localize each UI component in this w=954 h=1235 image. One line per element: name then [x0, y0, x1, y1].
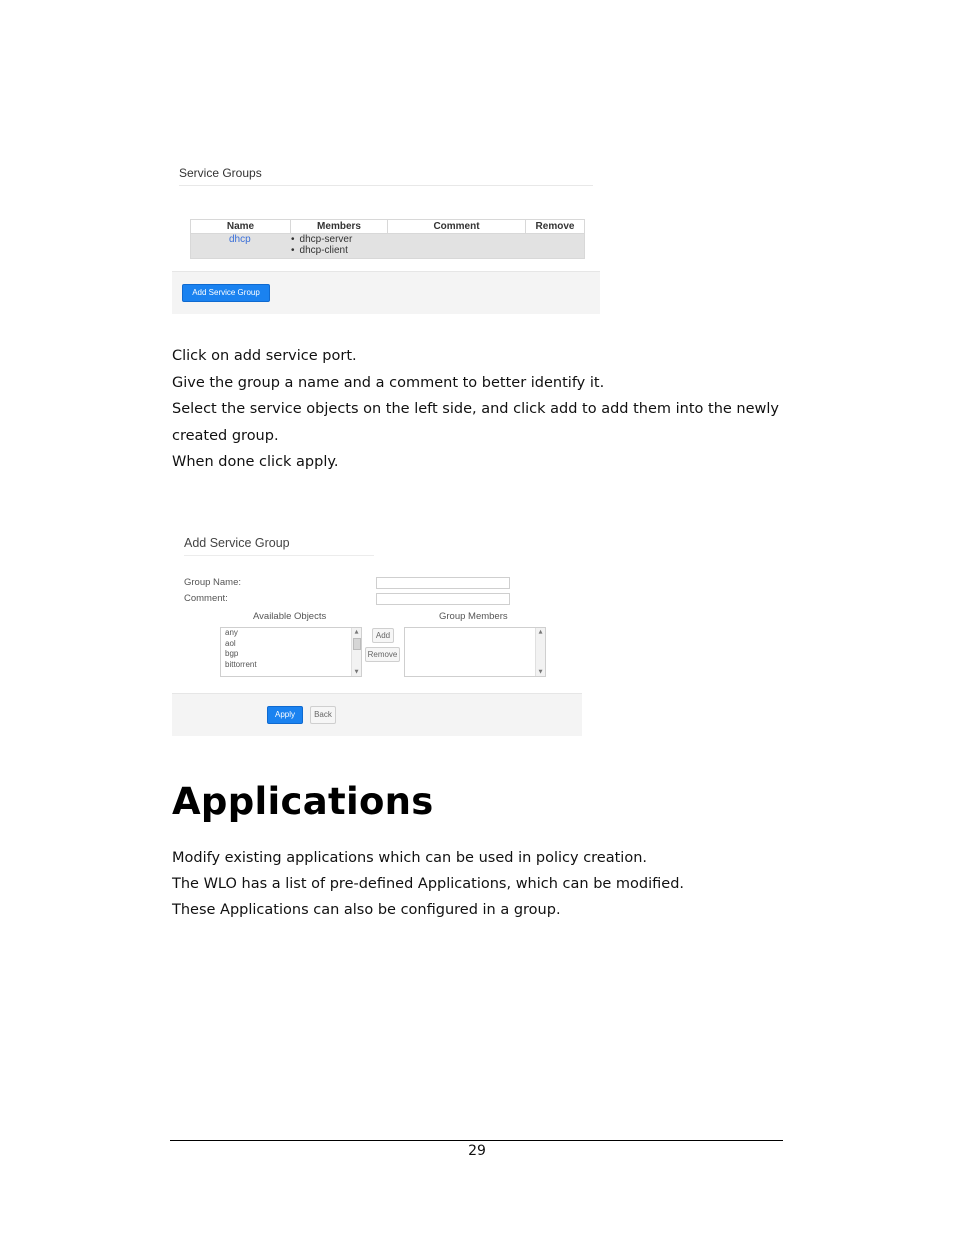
section-paragraph: These Applications can also be configured in a group. [172, 902, 561, 918]
available-objects-list[interactable] [220, 627, 362, 677]
column-header-comment: Comment [433, 221, 480, 232]
instruction-line: Select the service objects on the left side, and click add to add them into the newly [172, 401, 780, 417]
title-divider [184, 555, 374, 556]
add-button[interactable]: Add [372, 628, 394, 643]
scroll-thumb[interactable] [353, 638, 361, 650]
group-members-label: Group Members [439, 611, 508, 622]
table-row [191, 234, 584, 258]
scroll-up-icon[interactable]: ▲ [538, 629, 543, 635]
scroll-down-icon[interactable]: ▼ [354, 669, 359, 675]
comment-label: Comment: [184, 593, 228, 604]
add-service-group-button[interactable]: Add Service Group [182, 284, 270, 302]
instruction-line: Click on add service port. [172, 348, 357, 364]
section-paragraph: Modify existing applications which can be used in policy creation. [172, 850, 647, 866]
list-item[interactable]: bittorrent [225, 659, 257, 669]
column-header-name: Name [226, 221, 255, 232]
scroll-down-icon[interactable]: ▼ [538, 669, 543, 675]
title-divider [179, 185, 593, 186]
scrollbar[interactable] [535, 628, 545, 676]
form-footer [172, 271, 600, 314]
scrollbar[interactable] [351, 628, 361, 676]
section-heading: Applications [172, 780, 434, 823]
service-groups-table [190, 219, 585, 259]
instruction-line: Give the group a name and a comment to better identify it. [172, 375, 605, 391]
section-paragraph: The WLO has a list of pre-defined Applications, which can be modified. [172, 876, 685, 892]
list-item[interactable]: bgp [225, 649, 239, 658]
group-name-link[interactable]: dhcp [229, 234, 251, 245]
table-header [191, 220, 584, 234]
group-members-list [291, 234, 352, 256]
list-item[interactable]: aol [225, 638, 236, 648]
form-footer [172, 693, 582, 736]
column-header-remove: Remove [535, 221, 575, 232]
apply-button[interactable]: Apply [267, 706, 303, 724]
add-service-group-screenshot [172, 530, 582, 735]
list-item: • dhcp-client [291, 245, 352, 256]
service-groups-screenshot [172, 158, 600, 313]
available-objects-label: Available Objects [253, 611, 327, 622]
list-item: • dhcp-server [291, 234, 352, 245]
remove-button[interactable]: Remove [365, 647, 400, 662]
service-groups-title: Service Groups [179, 166, 262, 180]
page-number: 29 [468, 1143, 486, 1159]
group-name-input[interactable] [376, 577, 510, 589]
instruction-line: When done click apply. [172, 454, 339, 470]
comment-input[interactable] [376, 593, 510, 605]
scroll-up-icon[interactable]: ▲ [354, 629, 359, 635]
group-name-label: Group Name: [184, 577, 242, 588]
add-service-group-title: Add Service Group [184, 536, 290, 550]
column-header-members: Members [317, 221, 361, 232]
footer-rule [170, 1140, 783, 1141]
back-button[interactable]: Back [310, 706, 336, 724]
list-item[interactable]: any [225, 628, 238, 637]
group-members-list[interactable] [404, 627, 546, 677]
instruction-line: created group. [172, 428, 279, 444]
